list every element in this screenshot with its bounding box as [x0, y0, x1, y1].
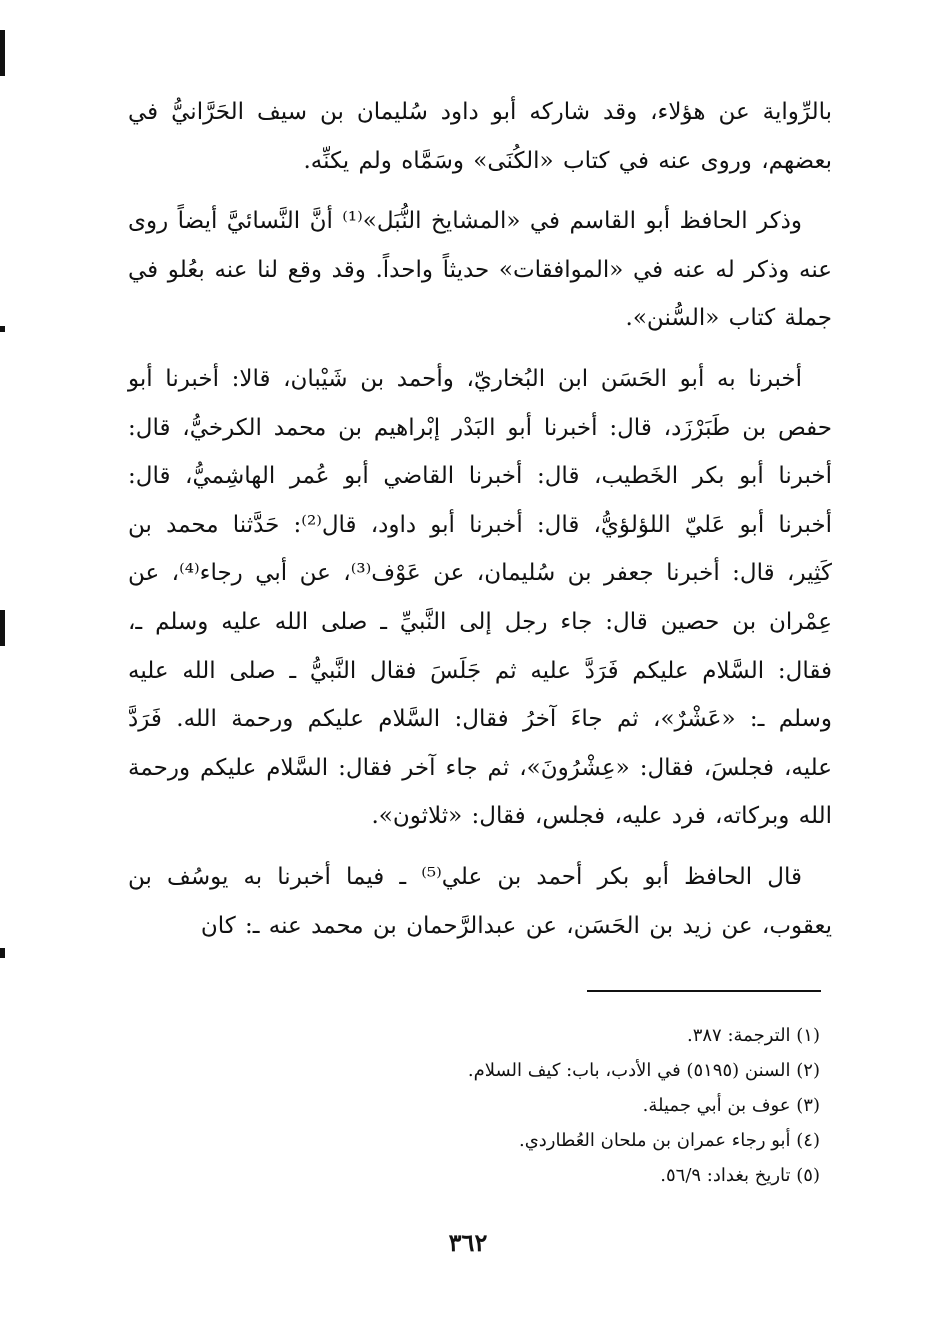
page-number: ٣٦٢: [448, 1228, 488, 1257]
binding-edge-mark: [0, 948, 5, 958]
paragraph-2: وذكر الحافظ أبو القاسم في «المشايخ النُّبَل»⁽¹⁾ أنَّ النَّسائيَّ أيضاً روى عنه وذكر له عنه في «الموافقات» حديثاً واحداً. وقد وقع لنا عنه بعُلو في جملة كتاب «السُّنن».: [128, 208, 832, 332]
paragraph-3: أخبرنا به أبو الحَسَن ابن البُخاريّ، وأحمد بن شَيْبان، قالا: أخبرنا أبو حفص بن طَبَرْزَد، قال: أخبرنا أبو البَدْر إبْراهيم بن محمد الكرخيُّ، قال: أخبرنا أبو بكر الخَطيب، قال: أخبرنا القاضي أبو عُمر الهاشِميُّ، قال: أخبرنا أبو عَليّ اللؤلؤيُّ، قال: أخبرنا أبو داود، قال⁽²⁾: حَدَّثنا محمد بن كَثِير، قال: أخبرنا جعفر بن سُليمان، عن عَوْف⁽³⁾، عن أبي رجاء⁽⁴⁾، عن عِمْران بن حصين قال: جاء رجل إلى النَّبيِّ ـ صلى الله عليه وسلم ـ، فقال: السَّلام عليكم فَرَدَّ عليه ثم جَلَسَ فقال النَّبيُّ ـ صلى الله عليه وسلم ـ: «عَشْرٌ»، ثم جاءَ آخرُ فقال: السَّلام عليكم ورحمة الله. فَرَدَّ عليه، فجلسَ، فقال: «عِشْرُونَ»، ثم جاء آخر فقال: السَّلام عليكم ورحمة الله وبركاته، فرد عليه، فجلس، فقال: «ثلاثون».: [128, 365, 833, 830]
paragraph-4: قال الحافظ أبو بكر أحمد بن علي⁽⁵⁾ ـ فيما أخبرنا به يوسُف بن يعقوب، عن زيد بن الحَسَن، عن عبدالرَّحمان بن محمد عنه ـ: كان: [128, 863, 832, 939]
binding-edge-mark: [0, 610, 5, 646]
footnote-2: (٢) السنن (٥١٩٥) في الأدب، باب: كيف السلام.: [467, 1060, 820, 1081]
footnote-5: (٥) تاريخ بغداد: ٥٦/٩.: [660, 1165, 820, 1186]
main-text: [128, 88, 832, 950]
footnote-4: (٤) أبو رجاء عمران بن ملحان العُطاردي.: [518, 1130, 820, 1151]
footnotes: [380, 1018, 820, 1193]
footnote-1: (١) الترجمة: ٣٨٧.: [686, 1025, 820, 1046]
footnote-3: (٣) عوف بن أبي جميلة.: [642, 1095, 820, 1116]
binding-edge-mark: [0, 30, 5, 76]
binding-edge-mark: [0, 326, 5, 332]
footnote-divider: [587, 990, 821, 992]
paragraph-1: بالرِّواية عن هؤلاء، وقد شاركه أبو داود سُليمان بن سيف الحَرَّانيُّ في بعضهم، وروى عنه في كتاب «الكُنَى» وسَمَّاه ولم يكنِّه.: [128, 99, 832, 174]
